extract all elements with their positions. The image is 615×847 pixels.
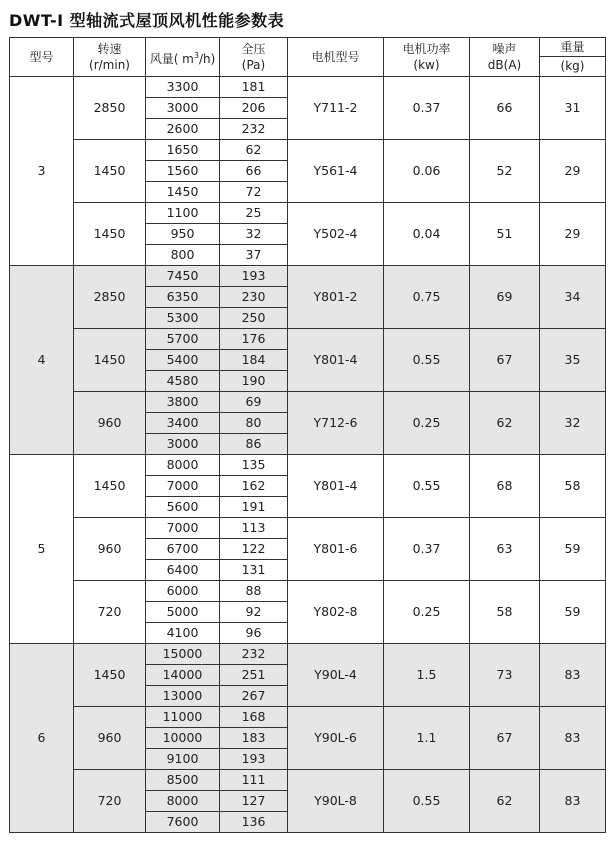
flow-cell: 800 (146, 245, 220, 266)
motor-cell: Y90L-8 (288, 770, 384, 833)
weight-cell: 34 (540, 266, 606, 329)
pressure-cell: 176 (220, 329, 288, 350)
motor-cell: Y802-8 (288, 581, 384, 644)
pressure-cell: 25 (220, 203, 288, 224)
noise-cell: 63 (470, 518, 540, 581)
weight-cell: 59 (540, 581, 606, 644)
flow-cell: 4580 (146, 371, 220, 392)
power-cell: 0.37 (384, 518, 470, 581)
pressure-cell: 251 (220, 665, 288, 686)
speed-cell: 1450 (74, 455, 146, 518)
table-row (10, 770, 606, 791)
flow-cell: 6700 (146, 539, 220, 560)
table-row (10, 140, 606, 161)
speed-cell: 960 (74, 518, 146, 581)
speed-cell: 960 (74, 392, 146, 455)
pressure-cell: 62 (220, 140, 288, 161)
power-cell: 0.55 (384, 455, 470, 518)
motor-cell: Y561-4 (288, 140, 384, 203)
pressure-cell: 162 (220, 476, 288, 497)
model-cell: 3 (10, 77, 74, 266)
pressure-cell: 72 (220, 182, 288, 203)
table-row (10, 329, 606, 350)
flow-cell: 1100 (146, 203, 220, 224)
flow-cell: 5400 (146, 350, 220, 371)
motor-cell: Y801-2 (288, 266, 384, 329)
pressure-cell: 168 (220, 707, 288, 728)
pressure-cell: 122 (220, 539, 288, 560)
noise-cell: 66 (470, 77, 540, 140)
table-row (10, 518, 606, 539)
weight-cell: 83 (540, 770, 606, 833)
noise-cell: 67 (470, 707, 540, 770)
pressure-cell: 232 (220, 119, 288, 140)
weight-cell: 32 (540, 392, 606, 455)
pressure-cell: 92 (220, 602, 288, 623)
flow-cell: 7600 (146, 812, 220, 833)
header-pressure: 全压 (Pa) (220, 38, 288, 77)
header-speed: 转速 (r/min) (74, 38, 146, 77)
flow-cell: 11000 (146, 707, 220, 728)
power-cell: 1.5 (384, 644, 470, 707)
speed-cell: 2850 (74, 266, 146, 329)
flow-cell: 5300 (146, 308, 220, 329)
noise-cell: 62 (470, 770, 540, 833)
flow-cell: 5600 (146, 497, 220, 518)
motor-cell: Y801-6 (288, 518, 384, 581)
power-cell: 0.06 (384, 140, 470, 203)
power-cell: 0.25 (384, 581, 470, 644)
weight-cell: 35 (540, 329, 606, 392)
flow-cell: 9100 (146, 749, 220, 770)
pressure-cell: 127 (220, 791, 288, 812)
pressure-cell: 37 (220, 245, 288, 266)
header-noise: 噪声 dB(A) (470, 38, 540, 77)
flow-cell: 3800 (146, 392, 220, 413)
speed-cell: 960 (74, 707, 146, 770)
motor-cell: Y502-4 (288, 203, 384, 266)
flow-cell: 8500 (146, 770, 220, 791)
header-weight (540, 38, 606, 77)
weight-cell: 59 (540, 518, 606, 581)
pressure-cell: 191 (220, 497, 288, 518)
flow-cell: 7000 (146, 518, 220, 539)
flow-cell: 3000 (146, 98, 220, 119)
pressure-cell: 184 (220, 350, 288, 371)
flow-cell: 950 (146, 224, 220, 245)
pressure-cell: 32 (220, 224, 288, 245)
performance-table (9, 37, 606, 833)
table-header-row (10, 38, 606, 77)
header-weight-unit: (kg) (560, 59, 585, 73)
noise-cell: 52 (470, 140, 540, 203)
table-container (9, 37, 605, 833)
flow-cell: 3300 (146, 77, 220, 98)
pressure-cell: 206 (220, 98, 288, 119)
power-cell: 0.75 (384, 266, 470, 329)
model-cell: 6 (10, 644, 74, 833)
pressure-cell: 69 (220, 392, 288, 413)
weight-cell: 58 (540, 455, 606, 518)
speed-cell: 720 (74, 581, 146, 644)
pressure-cell: 113 (220, 518, 288, 539)
header-flow: 风量( $m^3/h$) (146, 38, 220, 77)
weight-cell: 83 (540, 707, 606, 770)
header-weight-label: 重量 (540, 38, 605, 57)
table-row (10, 392, 606, 413)
speed-cell: 720 (74, 770, 146, 833)
table-row (10, 455, 606, 476)
pressure-cell: 193 (220, 749, 288, 770)
speed-cell: 2850 (74, 77, 146, 140)
table-row (10, 644, 606, 665)
pressure-cell: 190 (220, 371, 288, 392)
table-row (10, 203, 606, 224)
weight-cell: 83 (540, 644, 606, 707)
header-motor: 电机型号 (288, 38, 384, 77)
speed-cell: 1450 (74, 203, 146, 266)
flow-cell: 8000 (146, 455, 220, 476)
motor-cell: Y711-2 (288, 77, 384, 140)
noise-cell: 73 (470, 644, 540, 707)
motor-cell: Y801-4 (288, 455, 384, 518)
pressure-cell: 232 (220, 644, 288, 665)
noise-cell: 62 (470, 392, 540, 455)
flow-cell: 13000 (146, 686, 220, 707)
table-row (10, 581, 606, 602)
table-row (10, 266, 606, 287)
flow-cell: 5700 (146, 329, 220, 350)
flow-cell: 8000 (146, 791, 220, 812)
pressure-cell: 96 (220, 623, 288, 644)
noise-cell: 51 (470, 203, 540, 266)
flow-cell: 2600 (146, 119, 220, 140)
power-cell: 0.37 (384, 77, 470, 140)
header-power: 电机功率 (kw) (384, 38, 470, 77)
flow-cell: 1450 (146, 182, 220, 203)
pressure-cell: 86 (220, 434, 288, 455)
flow-cell: 14000 (146, 665, 220, 686)
weight-cell: 31 (540, 77, 606, 140)
flow-cell: 6400 (146, 560, 220, 581)
power-cell: 0.55 (384, 329, 470, 392)
flow-cell: 4100 (146, 623, 220, 644)
pressure-cell: 88 (220, 581, 288, 602)
motor-cell: Y801-4 (288, 329, 384, 392)
flow-cell: 5000 (146, 602, 220, 623)
flow-cell: 7000 (146, 476, 220, 497)
power-cell: 1.1 (384, 707, 470, 770)
flow-cell: 15000 (146, 644, 220, 665)
pressure-cell: 136 (220, 812, 288, 833)
pressure-cell: 267 (220, 686, 288, 707)
pressure-cell: 193 (220, 266, 288, 287)
flow-cell: 6350 (146, 287, 220, 308)
motor-cell: Y90L-6 (288, 707, 384, 770)
model-cell: 4 (10, 266, 74, 455)
motor-cell: Y90L-4 (288, 644, 384, 707)
pressure-cell: 111 (220, 770, 288, 791)
flow-cell: 3000 (146, 434, 220, 455)
noise-cell: 68 (470, 455, 540, 518)
flow-cell: 10000 (146, 728, 220, 749)
motor-cell: Y712-6 (288, 392, 384, 455)
weight-cell: 29 (540, 140, 606, 203)
pressure-cell: 250 (220, 308, 288, 329)
pressure-cell: 135 (220, 455, 288, 476)
flow-cell: 1560 (146, 161, 220, 182)
pressure-cell: 183 (220, 728, 288, 749)
speed-cell: 1450 (74, 329, 146, 392)
pressure-cell: 80 (220, 413, 288, 434)
pressure-cell: 66 (220, 161, 288, 182)
weight-cell: 29 (540, 203, 606, 266)
table-row (10, 77, 606, 98)
pressure-cell: 131 (220, 560, 288, 581)
speed-cell: 1450 (74, 140, 146, 203)
table-row (10, 707, 606, 728)
page-title: DWT-I 型轴流式屋顶风机性能参数表 (9, 11, 285, 30)
flow-cell: 6000 (146, 581, 220, 602)
power-cell: 0.55 (384, 770, 470, 833)
power-cell: 0.04 (384, 203, 470, 266)
header-model: 型号 (10, 38, 74, 77)
pressure-cell: 230 (220, 287, 288, 308)
flow-cell: 1650 (146, 140, 220, 161)
table-body (10, 77, 606, 833)
speed-cell: 1450 (74, 644, 146, 707)
power-cell: 0.25 (384, 392, 470, 455)
noise-cell: 67 (470, 329, 540, 392)
noise-cell: 69 (470, 266, 540, 329)
noise-cell: 58 (470, 581, 540, 644)
flow-cell: 7450 (146, 266, 220, 287)
model-cell: 5 (10, 455, 74, 644)
pressure-cell: 181 (220, 77, 288, 98)
flow-cell: 3400 (146, 413, 220, 434)
